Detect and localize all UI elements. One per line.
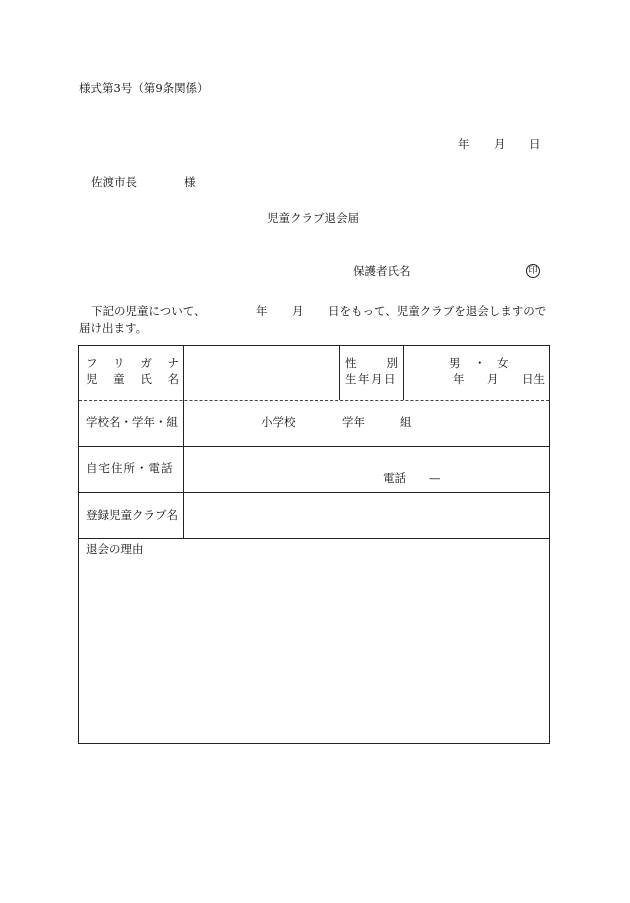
reason-field[interactable] bbox=[86, 562, 542, 738]
child-name-label: 児 童 氏 名 bbox=[86, 372, 179, 386]
club-name-label: 登録児童クラブ名 bbox=[86, 508, 178, 522]
body-line1-year: 年 bbox=[256, 304, 268, 318]
birth-year-label: 年 bbox=[453, 372, 465, 386]
furigana-label: フ リ ガ ナ bbox=[86, 356, 179, 370]
row-divider bbox=[79, 538, 549, 539]
school-label: 学校名・学年・組 bbox=[86, 415, 178, 429]
page-title: 児童クラブ退会届 bbox=[267, 211, 359, 225]
body-line1-prefix: 下記の児童について、 bbox=[91, 304, 206, 318]
gender-option-male[interactable]: 男 bbox=[449, 356, 461, 370]
birthdate-label: 生年月日 bbox=[345, 372, 397, 386]
date-day-label: 日 bbox=[529, 137, 541, 151]
phone-label: 電話 bbox=[383, 471, 406, 485]
school-suffix: 小学校 bbox=[261, 415, 296, 429]
birth-month-label: 月 bbox=[487, 372, 499, 386]
body-line1-suffix: 日をもって、児童クラブを退会しますので bbox=[328, 304, 547, 318]
date-month-label: 月 bbox=[494, 137, 506, 151]
column-divider bbox=[339, 346, 340, 400]
application-form-table bbox=[78, 345, 550, 744]
body-line2: 届け出ます。 bbox=[79, 321, 148, 335]
birth-day-label: 日生 bbox=[522, 372, 545, 386]
date-year-label: 年 bbox=[458, 137, 470, 151]
body-line1-month: 月 bbox=[292, 304, 304, 318]
addressee: 佐渡市長 bbox=[91, 175, 137, 189]
form-number: 様式第3号（第9条関係） bbox=[79, 81, 209, 95]
address-label: 自宅住所・電話 bbox=[86, 461, 174, 475]
grade-suffix: 学年 bbox=[342, 415, 365, 429]
reason-label: 退会の理由 bbox=[86, 542, 144, 556]
gender-label: 性 別 bbox=[345, 356, 398, 370]
column-divider bbox=[403, 346, 404, 400]
class-suffix: 組 bbox=[400, 415, 412, 429]
gender-option-female[interactable]: 女 bbox=[497, 356, 509, 370]
guardian-name-label: 保護者氏名 bbox=[353, 264, 411, 278]
club-name-field[interactable] bbox=[189, 496, 543, 534]
honorific: 様 bbox=[184, 175, 196, 189]
seal-icon: 印 bbox=[526, 264, 540, 278]
column-divider bbox=[183, 346, 184, 538]
child-name-field[interactable] bbox=[189, 350, 335, 396]
row-divider bbox=[79, 446, 549, 447]
row-divider-dashed bbox=[79, 400, 549, 401]
gender-option-separator: ・ bbox=[474, 356, 486, 370]
phone-dash: — bbox=[429, 471, 441, 485]
row-divider bbox=[79, 492, 549, 493]
